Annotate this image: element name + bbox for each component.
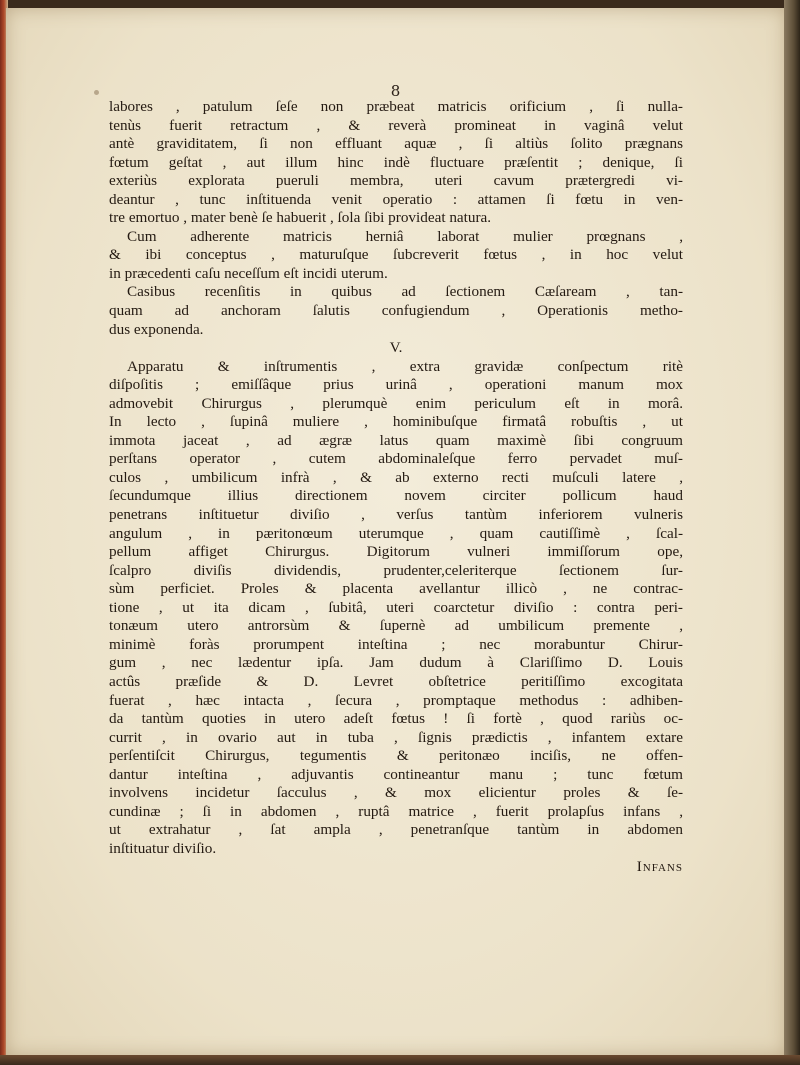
text-line: tonæum utero antrorsùm & ſupernè ad umbilicum premente , [109, 617, 683, 635]
page-number: 8 [390, 82, 402, 100]
text-line: exteriùs explorata pueruli membra, uteri cavum prætergredi vi- [109, 172, 683, 190]
text-line: dantur inteſtina , adjuvantis contineantur manu ; tunc fœtum [109, 765, 683, 783]
text-line: perſtans operator , cutem abdominaleſque ferro pervadet muſ- [109, 450, 683, 468]
body-text [109, 98, 683, 877]
paragraph-start-line: Cum adherente matricis herniâ laborat mulier prœgnans , [127, 227, 683, 245]
page-bottom-edge [0, 1055, 800, 1065]
text-line: tenùs fuerit retractum , & reverà promineat in vaginâ velut [109, 116, 683, 134]
text-line: dus exponenda. [109, 320, 204, 338]
text-line: fœtum geſtat , aut illum hinc indè fluctuare præſentit ; denique, ſi [109, 153, 683, 171]
text-line: ſcalpro diviſis dividendis, prudenter,celeriterque ſectionem ſur- [109, 561, 683, 579]
text-line: tre emortuo , mater benè ſe habuerit , ſola ſibi provideat natura. [109, 209, 492, 227]
text-line: gum , nec lædentur ipſa. Jam dudum à Clariſſimo D. Louis [109, 654, 683, 672]
text-line: In lecto , ſupinâ muliere , hominibuſque firmatâ robuſtis , ut [109, 413, 683, 431]
text-line: fuerat , hæc intacta , ſecura , promptaque methodus : adhiben- [109, 691, 683, 709]
text-line: actûs præſide & D. Levret obſtetrice peritiſſimo excogitata [109, 672, 683, 690]
catchword: Infans [636, 858, 683, 876]
book-spine [784, 0, 800, 1065]
text-line: antè graviditatem, ſi non effluant aquæ , ſi altiùs ſolito prægnans [109, 135, 683, 153]
text-line: quam ad anchoram ſalutis confugiendum , Operationis metho- [109, 302, 683, 320]
text-line: labores , patulum ſeſe non præbeat matricis orificium , ſi nulla- [109, 98, 683, 115]
text-line: sùm perficiet. Proles & placenta avellantur illicò , ne contrac- [109, 580, 683, 598]
text-line: da tantùm quoties in utero adeſt fœtus ! ſi fortè , quod rariùs oc- [109, 710, 683, 728]
text-line: diſpoſitis ; emiſſâque prius urinâ , operationi manum mox [109, 376, 683, 394]
text-line: inſtituatur diviſio. [109, 839, 217, 857]
text-line: culos , umbilicum infrà , & ab externo recti muſculi latere , [109, 468, 683, 486]
text-line: pellum affiget Chirurgus. Digitorum vulneri immiſſorum ope, [109, 543, 683, 561]
text-line: ſecundumque illius directionem novem circiter pollicum haud [109, 487, 683, 505]
text-line: & ibi conceptus , maturuſque ſubcreverit fœtus , in hoc velut [109, 246, 683, 264]
text-line: admovebit Chirurgus , plerumquè enim periculum eſt in morâ. [109, 394, 683, 412]
book-page [6, 8, 786, 1056]
section-heading: V. [389, 339, 403, 357]
text-line: ut extrahatur , ſat ampla , penetranſque tantùm in abdomen [109, 821, 683, 839]
text-line: involvens incidetur ſacculus , & mox elicientur proles & ſe- [109, 784, 683, 802]
text-line: deantur , tunc inſtituenda venit operatio : attamen ſi fœtu in ven- [109, 190, 683, 208]
text-line: angulum , in pæritonœum uterumque , quam cautiſſimè , ſcal- [109, 524, 683, 542]
text-line: currit , in ovario aut in tuba , ſignis prædictis , infantem extare [109, 728, 683, 746]
paragraph-start-line: Apparatu & inſtrumentis , extra gravidæ conſpectum ritè [127, 357, 683, 375]
text-line: minimè foràs prorumpent inteſtina ; nec morabuntur Chirur- [109, 635, 683, 653]
text-line: tione , ut ita dicam , ſubitâ, uteri coarctetur diviſio : contra peri- [109, 598, 683, 616]
text-line: in præcedenti caſu neceſſum eſt incidi uterum. [109, 264, 388, 282]
paragraph-start-line: Casibus recenſitis in quibus ad ſectionem Cæſaream , tan- [127, 283, 683, 301]
text-line: penetrans inſtituetur diviſio , verſus tantùm inferiorem vulneris [109, 506, 683, 524]
text-line: perſentiſcit Chirurgus, tegumentis & peritonæo inciſis, ne offen- [109, 747, 683, 765]
text-line: cundinæ ; ſi in abdomen , ruptâ matrice , fuerit prolapſus infans , [109, 802, 683, 820]
text-line: immota jaceat , ad ægræ latus quam maximè ſibi congruum [109, 431, 683, 449]
